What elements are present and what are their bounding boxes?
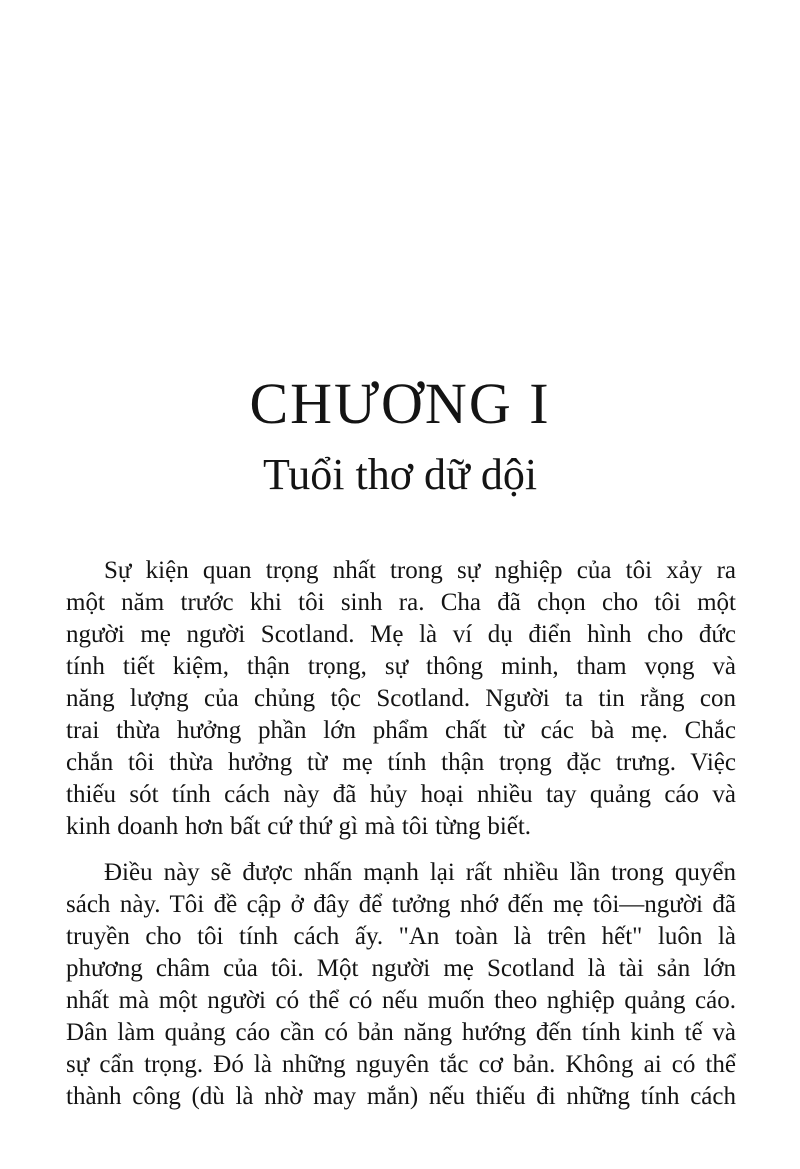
text-line: chắn tôi thừa hưởng từ mẹ tính thận trọng đặc trưng. Việc [66, 749, 736, 776]
text-line: Sự kiện quan trọng nhất trong sự nghiệp của tôi xảy ra [104, 557, 736, 584]
text-line: Dân làm quảng cáo cần có bản năng hướng đến tính kinh tế và [66, 1019, 736, 1046]
text-line: tính tiết kiệm, thận trọng, sự thông minh, tham vọng và [66, 653, 736, 680]
text-line: sách này. Tôi đề cập ở đây để tưởng nhớ đến mẹ tôi—người đã [66, 891, 736, 918]
text-line: truyền cho tôi tính cách ấy. "An toàn là trên hết" luôn là [66, 923, 736, 950]
chapter-title: Tuổi thơ dữ dội [262, 450, 538, 499]
text-line: kinh doanh hơn bất cứ thứ gì mà tôi từng biết. [66, 813, 532, 840]
chapter-heading: CHƯƠNG I [249, 371, 551, 436]
text-line: trai thừa hưởng phần lớn phẩm chất từ các bà mẹ. Chắc [66, 717, 736, 744]
paragraph [66, 555, 736, 843]
text-line: sự cẩn trọng. Đó là những nguyên tắc cơ bản. Không ai có thể [66, 1051, 736, 1078]
text-line: nhất mà một người có thể có nếu muốn theo nghiệp quảng cáo. [66, 987, 736, 1014]
text-line: Điều này sẽ được nhấn mạnh lại rất nhiều lần trong quyển [104, 859, 736, 886]
text-line: người mẹ người Scotland. Mẹ là ví dụ điển hình cho đức [66, 621, 736, 648]
body-text [66, 555, 736, 1113]
text-line: năng lượng của chủng tộc Scotland. Người ta tin rằng con [66, 685, 736, 712]
text-line: thành công (dù là nhờ may mắn) nếu thiếu đi những tính cách [66, 1083, 736, 1110]
paragraph [66, 857, 736, 1113]
text-line: phương châm của tôi. Một người mẹ Scotland là tài sản lớn [66, 955, 736, 982]
text-line: một năm trước khi tôi sinh ra. Cha đã chọn cho tôi một [66, 589, 736, 616]
text-line: thiếu sót tính cách này đã hủy hoại nhiều tay quảng cáo và [66, 781, 736, 808]
